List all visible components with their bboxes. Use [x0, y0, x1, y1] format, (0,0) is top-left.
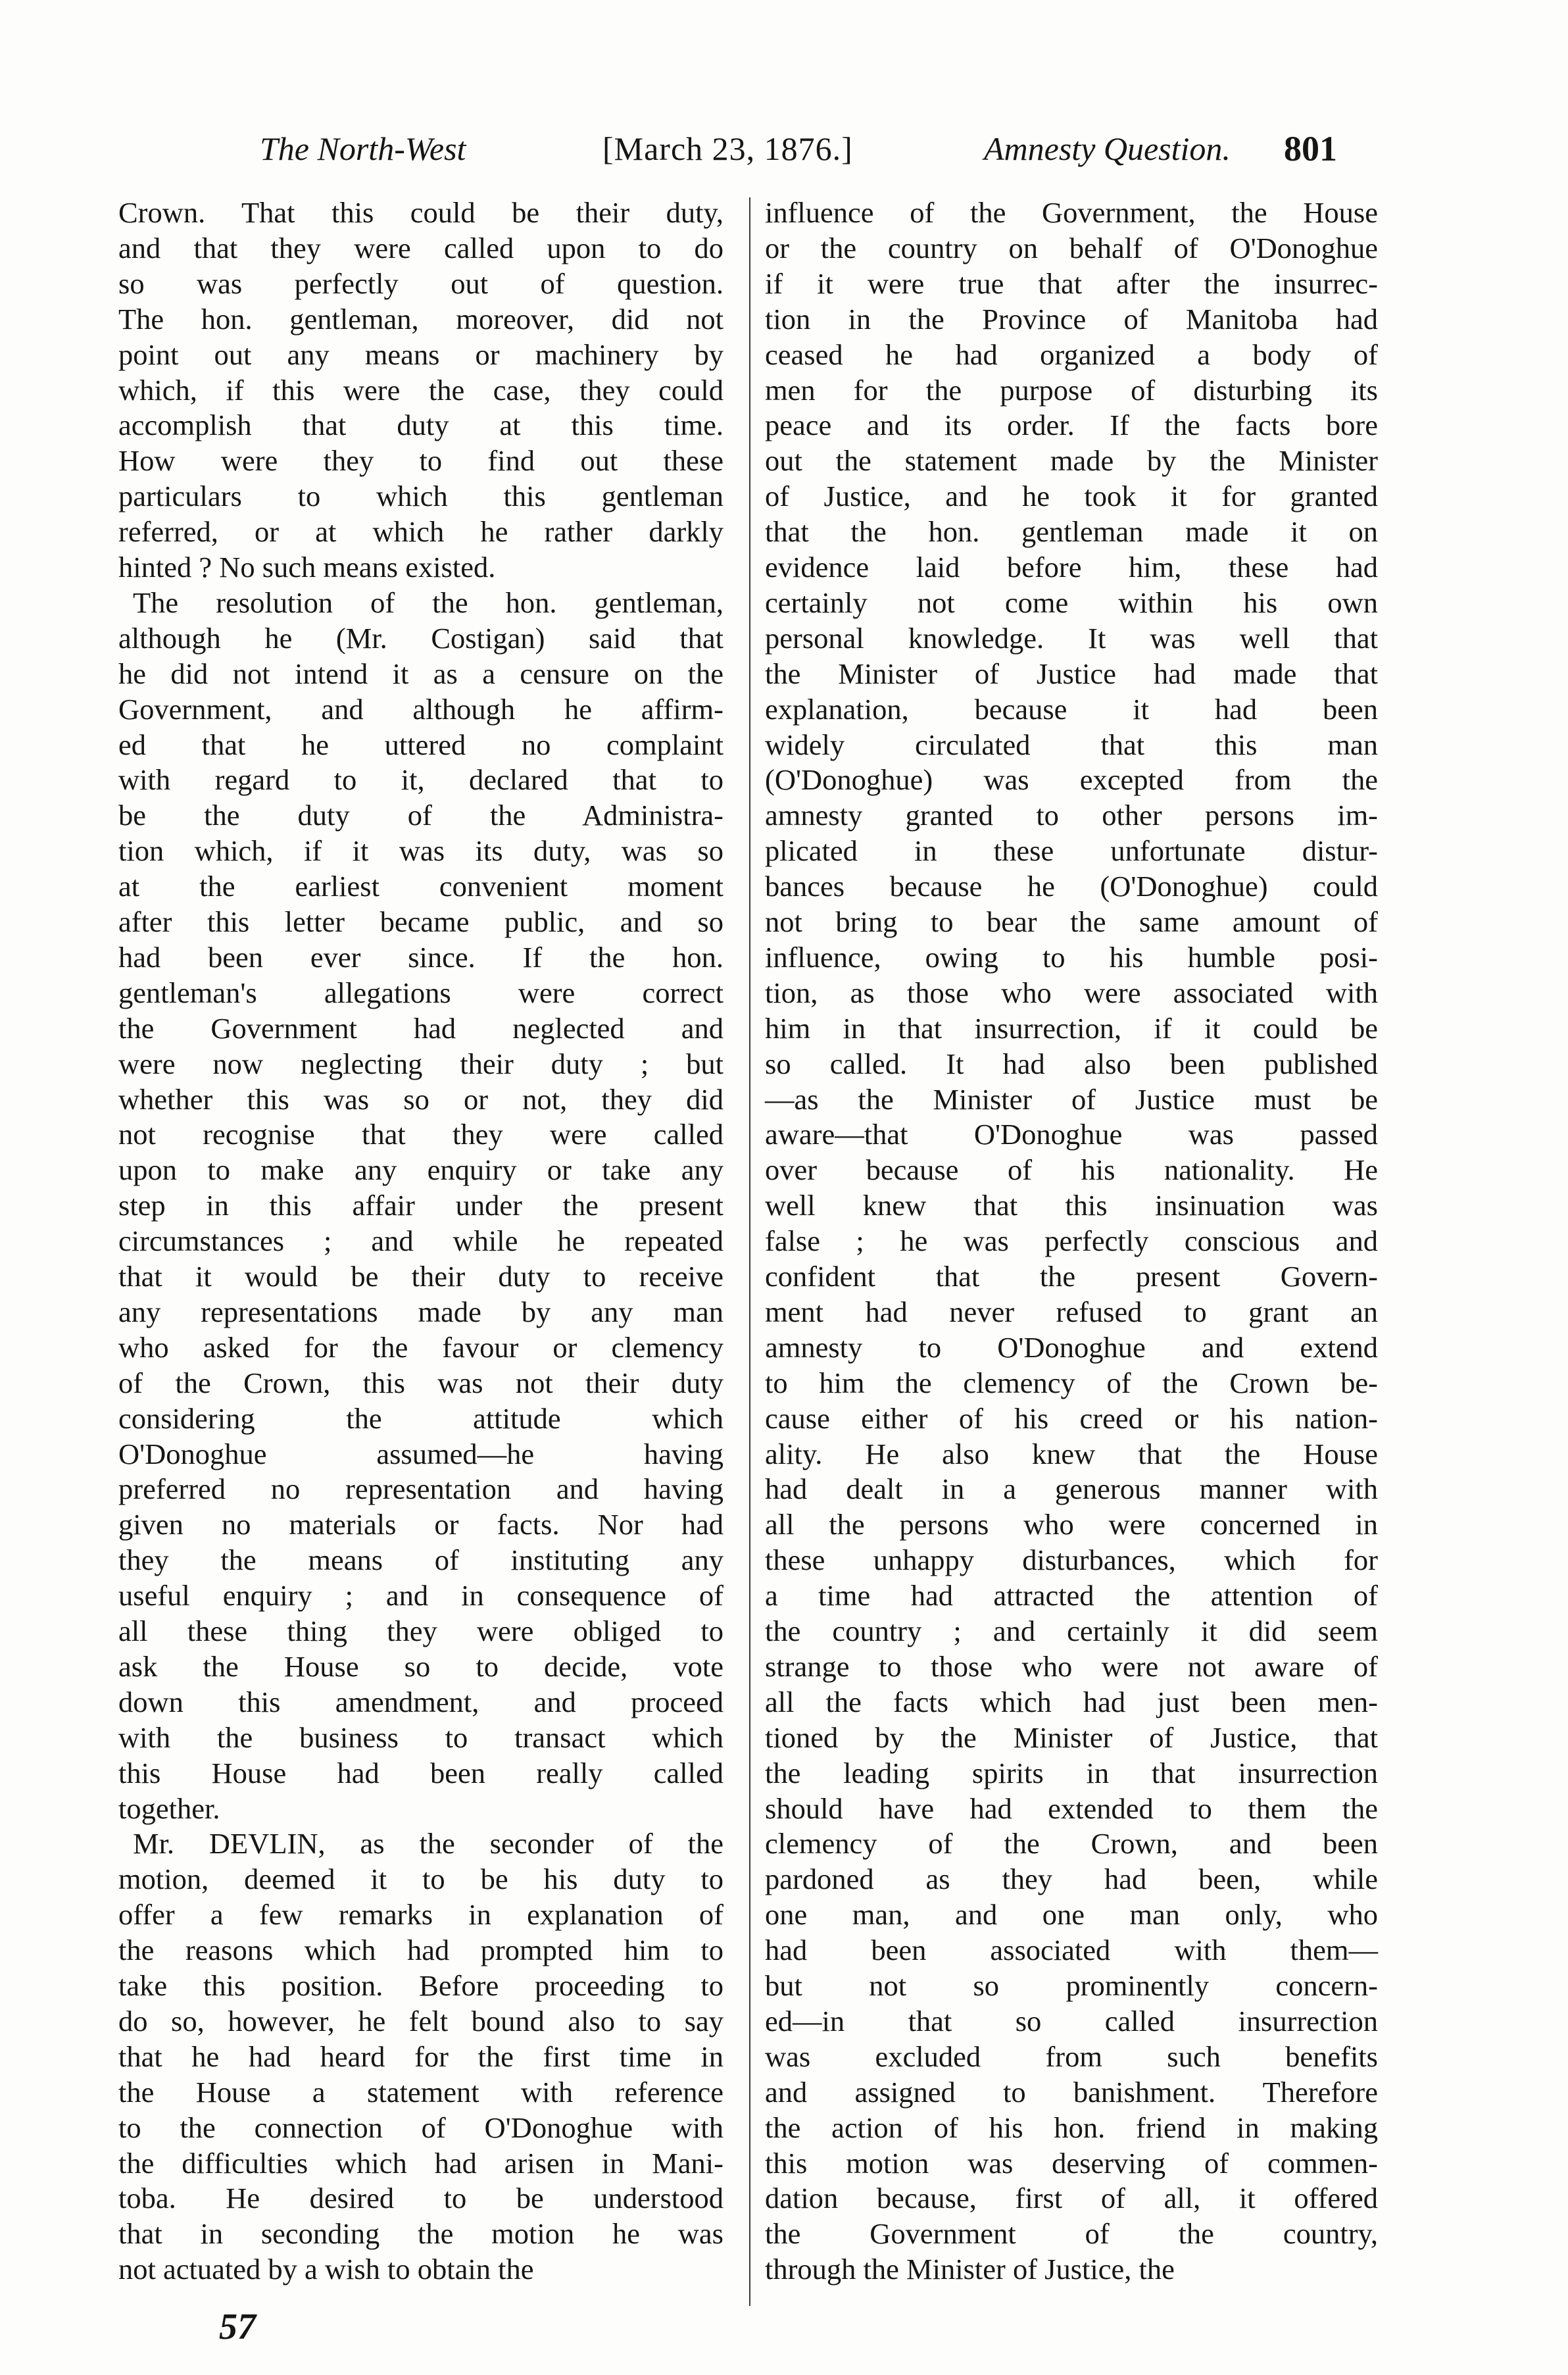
- left-column-line: ask the House so to decide, vote: [118, 1649, 723, 1683]
- left-column-line: The resolution of the hon. gentleman,: [133, 586, 723, 619]
- right-column-line: had dealt in a generous manner with: [765, 1472, 1378, 1506]
- left-column-line: ed that he uttered no complaint: [118, 728, 723, 761]
- left-column-line: although he (Mr. Costigan) said that: [118, 621, 723, 655]
- right-column-line: should have had extended to them the: [765, 1791, 1378, 1825]
- right-column-line: ality. He also knew that the House: [765, 1437, 1378, 1470]
- left-column-line: whether this was so or not, they did: [118, 1082, 723, 1116]
- left-column-line: with regard to it, declared that to: [118, 763, 723, 797]
- left-column-line: circumstances ; and while he repeated: [118, 1224, 723, 1258]
- right-column-line: peace and its order. If the facts bore: [765, 409, 1378, 442]
- right-column-line: clemency of the Crown, and been: [765, 1827, 1378, 1861]
- left-column-line: to the connection of O'Donoghue with: [118, 2111, 723, 2144]
- left-column-line: hinted ? No such means existed.: [118, 551, 496, 584]
- right-column-line: through the Minister of Justice, the: [765, 2253, 1175, 2286]
- right-column-line: not bring to bear the same amount of: [765, 905, 1378, 938]
- right-column-line: that the hon. gentleman made it on: [765, 515, 1378, 549]
- right-column-line: widely circulated that this man: [765, 728, 1378, 761]
- left-column-line: all these thing they were obliged to: [118, 1614, 723, 1647]
- left-column-line: offer a few remarks in explanation of: [118, 1898, 723, 1932]
- right-column-line: the action of his hon. friend in making: [765, 2111, 1378, 2144]
- left-column-line: preferred no representation and having: [118, 1472, 723, 1506]
- signature-mark: 57: [219, 2307, 256, 2347]
- right-column-line: the leading spirits in that insurrection: [765, 1756, 1378, 1789]
- left-column-line: not recognise that they were called: [118, 1118, 723, 1151]
- right-column-line: ment had never refused to grant an: [765, 1295, 1378, 1328]
- left-column-line: Mr. DEVLIN, as the seconder of the: [133, 1827, 723, 1861]
- right-column-line: confident that the present Govern-: [765, 1260, 1378, 1293]
- left-column-line: be the duty of the Administra-: [118, 799, 723, 832]
- left-column-line: toba. He desired to be understood: [118, 2182, 723, 2215]
- right-column-line: influence, owing to his humble posi-: [765, 940, 1378, 974]
- right-column-line: ed—in that so called insurrection: [765, 2004, 1378, 2038]
- right-column-line: was excluded from such benefits: [765, 2039, 1378, 2073]
- column-divider: [749, 197, 750, 2306]
- left-column-line: accomplish that duty at this time.: [118, 409, 723, 442]
- left-column-line: particulars to which this gentleman: [118, 480, 723, 513]
- right-column-line: the Minister of Justice had made that: [765, 657, 1378, 690]
- right-column-line: to him the clemency of the Crown be-: [765, 1366, 1378, 1399]
- running-head-date: [March 23, 1876.]: [602, 130, 853, 167]
- right-column-line: and assigned to banishment. Therefore: [765, 2075, 1378, 2109]
- left-column-line: the House a statement with reference: [118, 2075, 723, 2109]
- left-column-line: he did not intend it as a censure on the: [118, 657, 723, 690]
- left-column-line: motion, deemed it to be his duty to: [118, 1863, 723, 1896]
- left-column-line: of the Crown, this was not their duty: [118, 1366, 723, 1399]
- left-column-line: that in seconding the motion he was: [118, 2217, 723, 2251]
- right-column-line: strange to those who were not aware of: [765, 1649, 1378, 1683]
- right-column-line: ceased he had organized a body of: [765, 338, 1378, 371]
- left-column-line: useful enquiry ; and in consequence of: [118, 1579, 723, 1613]
- left-column-line: had been ever since. If the hon.: [118, 940, 723, 974]
- right-column-line: plicated in these unfortunate distur-: [765, 834, 1378, 868]
- left-column-line: the reasons which had prompted him to: [118, 1934, 723, 1967]
- right-column-line: these unhappy disturbances, which for: [765, 1543, 1378, 1577]
- right-column-line: all the persons who were concerned in: [765, 1508, 1378, 1541]
- right-column-line: tioned by the Minister of Justice, that: [765, 1720, 1378, 1754]
- right-column-line: the country ; and certainly it did seem: [765, 1614, 1378, 1647]
- right-column-line: had been associated with them—: [765, 1934, 1378, 1967]
- left-column-line: take this position. Before proceeding to: [118, 1969, 723, 2002]
- right-column-line: over because of his nationality. He: [765, 1153, 1378, 1187]
- right-column-line: evidence laid before him, these had: [765, 551, 1378, 584]
- right-column-line: cause either of his creed or his nation-: [765, 1401, 1378, 1435]
- left-column-line: who asked for the favour or clemency: [118, 1330, 723, 1364]
- right-column-line: men for the purpose of disturbing its: [765, 373, 1378, 407]
- right-column-line: well knew that this insinuation was: [765, 1189, 1378, 1222]
- left-column-line: considering the attitude which: [118, 1401, 723, 1435]
- left-column-line: The hon. gentleman, moreover, did not: [118, 302, 723, 336]
- left-column-line: point out any means or machinery by: [118, 338, 723, 371]
- right-column-line: one man, and one man only, who: [765, 1898, 1378, 1932]
- right-column-line: if it were true that after the insurrec-: [765, 266, 1378, 300]
- right-column-line: aware—that O'Donoghue was passed: [765, 1118, 1378, 1151]
- right-column-line: dation because, first of all, it offered: [765, 2182, 1378, 2215]
- right-column-line: influence of the Government, the House: [765, 196, 1378, 229]
- right-column-line: pardoned as they had been, while: [765, 1863, 1378, 1896]
- left-column-line: and that they were called upon to do: [118, 231, 723, 264]
- right-column-line: out the statement made by the Minister: [765, 444, 1378, 478]
- left-column-line: any representations made by any man: [118, 1295, 723, 1328]
- left-column-line: at the earliest convenient moment: [118, 870, 723, 903]
- left-column-line: that he had heard for the first time in: [118, 2039, 723, 2073]
- left-column-line: with the business to transact which: [118, 1720, 723, 1754]
- left-column-line: upon to make any enquiry or take any: [118, 1153, 723, 1187]
- right-column-line: or the country on behalf of O'Donoghue: [765, 231, 1378, 264]
- left-column-line: the Government had neglected and: [118, 1011, 723, 1045]
- left-column-line: How were they to find out these: [118, 444, 723, 478]
- left-column-line: they the means of instituting any: [118, 1543, 723, 1577]
- right-column-line: explanation, because it had been: [765, 692, 1378, 726]
- left-column-line: Crown. That this could be their duty,: [118, 196, 723, 229]
- left-column-line: after this letter became public, and so: [118, 905, 723, 938]
- right-column-line: amnesty to O'Donoghue and extend: [765, 1330, 1378, 1364]
- left-column-line: that it would be their duty to receive: [118, 1260, 723, 1293]
- right-column-line: tion, as those who were associated with: [765, 976, 1378, 1009]
- left-column-line: down this amendment, and proceed: [118, 1685, 723, 1718]
- right-column-line: certainly not come within his own: [765, 586, 1378, 619]
- right-column-line: but not so prominently concern-: [765, 1969, 1378, 2002]
- left-column-line: gentleman's allegations were correct: [118, 976, 723, 1009]
- left-column-line: were now neglecting their duty ; but: [118, 1047, 723, 1080]
- left-column-line: this House had been really called: [118, 1756, 723, 1789]
- right-column-line: bances because he (O'Donoghue) could: [765, 870, 1378, 903]
- left-column-line: do so, however, he felt bound also to say: [118, 2004, 723, 2038]
- right-column-line: this motion was deserving of commen-: [765, 2146, 1378, 2180]
- left-column-line: which, if this were the case, they could: [118, 373, 723, 407]
- left-column-line: the difficulties which had arisen in Mani-: [118, 2146, 723, 2180]
- running-head-right: Amnesty Question.: [984, 130, 1231, 167]
- left-column-line: given no materials or facts. Nor had: [118, 1508, 723, 1541]
- right-column-line: the Government of the country,: [765, 2217, 1378, 2251]
- right-column-line: so called. It had also been published: [765, 1047, 1378, 1080]
- right-column-line: false ; he was perfectly conscious and: [765, 1224, 1378, 1258]
- left-column-line: step in this affair under the present: [118, 1189, 723, 1222]
- left-column-line: together.: [118, 1791, 220, 1825]
- left-column-line: referred, or at which he rather darkly: [118, 515, 723, 549]
- page-number: 801: [1284, 129, 1337, 168]
- right-column-line: of Justice, and he took it for granted: [765, 480, 1378, 513]
- right-column-line: (O'Donoghue) was excepted from the: [765, 763, 1378, 797]
- running-head-left: The North-West: [260, 130, 466, 167]
- left-column-line: O'Donoghue assumed—he having: [118, 1437, 723, 1470]
- right-column-line: amnesty granted to other persons im-: [765, 799, 1378, 832]
- right-column-line: personal knowledge. It was well that: [765, 621, 1378, 655]
- left-column-line: tion which, if it was its duty, was so: [118, 834, 723, 868]
- left-column-line: Government, and although he affirm-: [118, 692, 723, 726]
- right-column-line: all the facts which had just been men-: [765, 1685, 1378, 1718]
- left-column-line: not actuated by a wish to obtain the: [118, 2253, 534, 2286]
- right-column-line: tion in the Province of Manitoba had: [765, 302, 1378, 336]
- left-column-line: so was perfectly out of question.: [118, 266, 723, 300]
- right-column-line: him in that insurrection, if it could be: [765, 1011, 1378, 1045]
- right-column-line: —as the Minister of Justice must be: [765, 1082, 1378, 1116]
- right-column-line: a time had attracted the attention of: [765, 1579, 1378, 1613]
